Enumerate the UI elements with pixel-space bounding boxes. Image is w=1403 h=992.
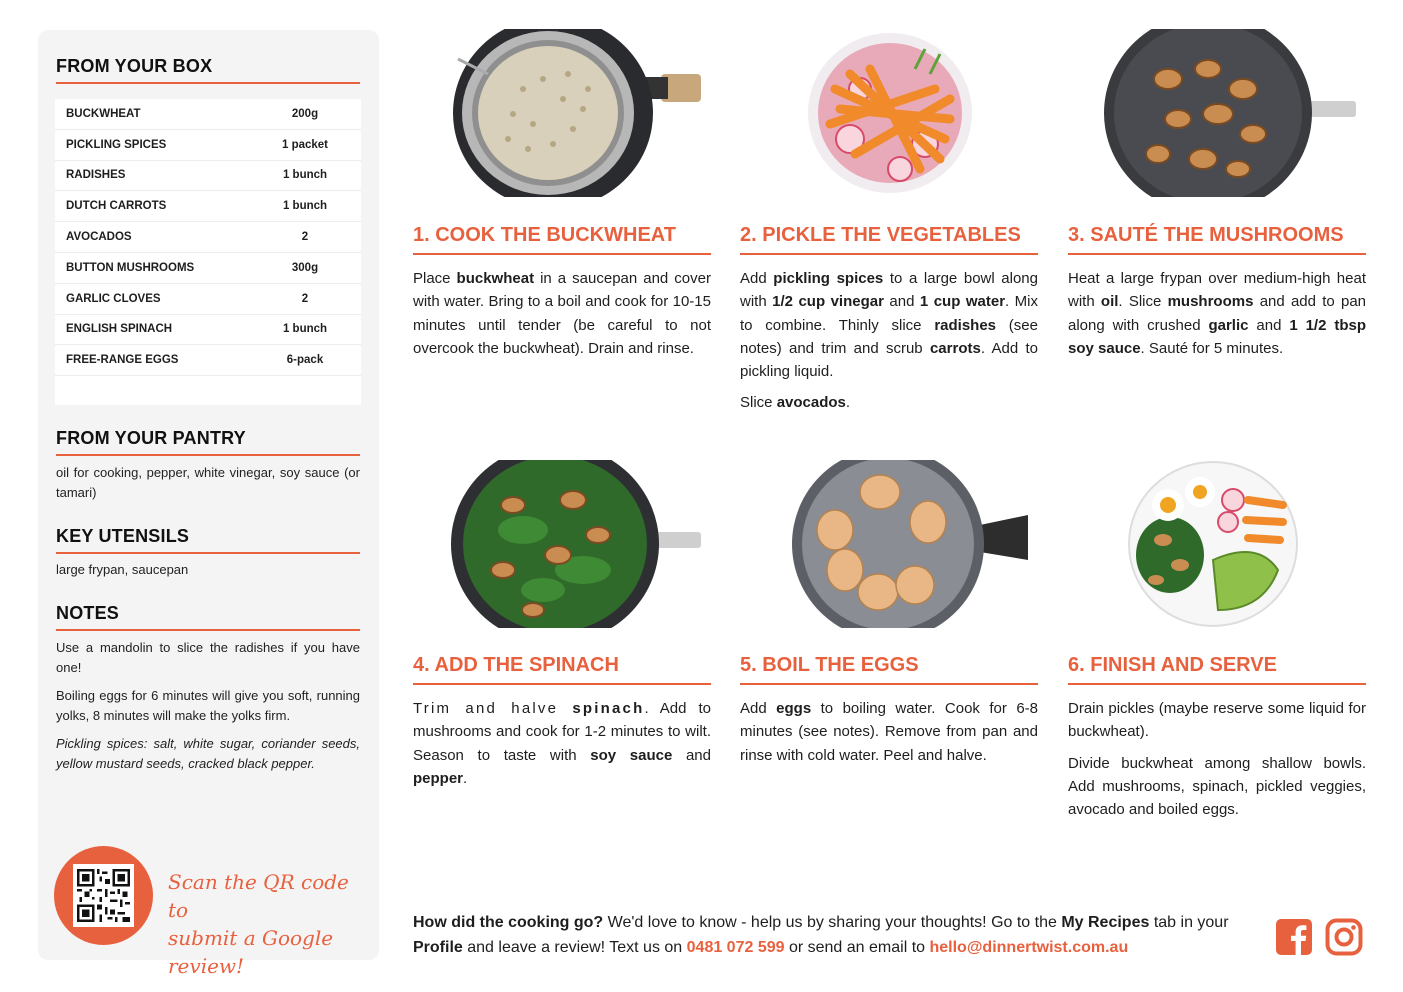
step-6-para-1: Drain pickles (maybe reserve some liquid for buckwheat). [1068, 700, 1366, 741]
step-6-title: 6. FINISH AND SERVE [1068, 654, 1277, 676]
pantry-title: FROM YOUR PANTRY [56, 428, 246, 448]
pantry-title-rule [56, 454, 360, 456]
box-ingredients-table [55, 99, 361, 405]
note-eggs: Boiling eggs for 6 minutes will give you soft, running yolks, 8 minutes will make the yolks firm. [56, 688, 360, 723]
text: and [672, 746, 711, 764]
ingredient-qty: 2 [301, 231, 309, 244]
ingredient-name: BUTTON MUSHROOMS [66, 261, 195, 274]
text: to boiling water. Cook for 6-8 minutes (see notes). Remove from pan and rinse with cold water. Peel and halve. [740, 700, 1039, 764]
ingredient-highlight: spinach [572, 700, 645, 717]
note-pickling-spices: Pickling spices: salt, white sugar, coriander seeds, yellow mustard seeds, cracked black pepper. [56, 736, 360, 771]
utensils-title: KEY UTENSILS [56, 526, 190, 546]
step-1-body [413, 267, 711, 368]
finished-bowl-photo [1068, 460, 1368, 628]
footer-question: How did the cooking go? [413, 914, 604, 931]
table-row [55, 191, 361, 222]
ingredient-name: PICKLING SPICES [66, 138, 167, 151]
step-2-title: 2. PICKLE THE VEGETABLES [740, 224, 1021, 246]
step-5-rule [740, 683, 1038, 685]
ingredient-highlight: garlic [1208, 316, 1249, 334]
email-link[interactable]: hello@dinnertwist.com.au [929, 939, 1129, 956]
table-row [55, 161, 361, 192]
ingredient-qty: 1 packet [281, 138, 329, 151]
text: (see notes) and trim and scrub [740, 316, 1038, 357]
text: and [883, 293, 920, 311]
text: . Add to pickling liquid. [740, 339, 1038, 381]
step-1-rule [413, 253, 711, 255]
ingredient-highlight: 1 1/2 tbsp soy sauce [1068, 316, 1366, 357]
ingredient-qty: 6-pack [286, 354, 324, 367]
ingredient-qty: 2 [301, 292, 309, 305]
ingredient-highlight: mushrooms [1167, 293, 1254, 311]
text: We'd love to know - help us by sharing your thoughts! Go to the [603, 914, 1062, 931]
step-5-body [740, 697, 1038, 775]
ingredient-name: FREE-RANGE EGGS [66, 354, 179, 367]
step-2-rule [740, 253, 1038, 255]
facebook-icon[interactable] [1275, 918, 1313, 956]
text: Heat a large frypan over medium-high heat with [1068, 270, 1366, 311]
step-6-rule [1068, 683, 1366, 685]
step-3-title: 3. SAUTÉ THE MUSHROOMS [1068, 224, 1344, 246]
ingredient-highlight: pepper [413, 769, 464, 787]
text: . Sauté for 5 minutes. [1140, 339, 1284, 357]
ingredient-highlight: avocados [776, 394, 846, 412]
table-row [55, 222, 361, 253]
qr-code-icon[interactable] [73, 864, 134, 927]
ingredient-qty: 300g [291, 261, 319, 274]
ingredient-highlight: pickling spices [773, 270, 884, 287]
spinach-photo [413, 460, 713, 628]
step-4-body [413, 697, 711, 798]
text: and add to pan along with crushed [1068, 293, 1367, 334]
step-5-title: 5. BOIL THE EGGS [740, 654, 919, 676]
text: Add [740, 270, 774, 287]
mushrooms-photo [1068, 29, 1368, 197]
table-row [55, 130, 361, 161]
ingredient-qty: 1 bunch [282, 323, 328, 336]
text: . Add to mushrooms and cook for 1-2 minutes to wilt. Season to taste with [413, 700, 711, 764]
text: Slice [740, 394, 777, 412]
table-row [55, 253, 361, 284]
my-recipes-label: My Recipes [1061, 914, 1150, 931]
notes-title: NOTES [56, 603, 120, 623]
text: and leave a review! Text us on [462, 939, 687, 956]
pantry-text: oil for cooking, pepper, white vinegar, soy sauce (or tamari) [56, 465, 360, 500]
text: Trim and halve [413, 700, 573, 717]
table-row [55, 284, 361, 315]
ingredient-name: BUCKWHEAT [66, 107, 141, 120]
notes-title-rule [56, 629, 360, 631]
profile-label: Profile [413, 939, 463, 956]
step-3-rule [1068, 253, 1366, 255]
eggs-photo [740, 460, 1040, 628]
note-mandolin: Use a mandolin to slice the radishes if you have one! [56, 640, 360, 675]
buckwheat-photo [413, 29, 713, 197]
ingredient-highlight: soy sauce [590, 746, 673, 764]
ingredient-qty: 1 bunch [282, 169, 328, 182]
step-2-body [740, 267, 1038, 423]
ingredient-highlight: oil [1100, 293, 1119, 311]
text: . Slice [1118, 293, 1168, 311]
text: tab in your [1149, 914, 1229, 931]
qr-caption-line1: Scan the QR code to [168, 870, 349, 922]
ingredient-name: ENGLISH SPINACH [66, 323, 173, 336]
ingredient-qty: 200g [291, 107, 319, 120]
ingredient-highlight: eggs [776, 700, 812, 717]
ingredient-highlight: 1/2 cup vinegar [772, 293, 884, 311]
pickled-vegetables-photo [740, 29, 1040, 197]
table-row [55, 345, 361, 376]
text: . [463, 769, 468, 787]
text: Add [740, 700, 777, 717]
qr-caption-line2: submit a Google review! [168, 926, 334, 978]
qr-caption [168, 868, 368, 980]
step-4-rule [413, 683, 711, 685]
ingredient-highlight: radishes [934, 316, 997, 334]
instagram-icon[interactable] [1325, 918, 1363, 956]
step-6-body [1068, 697, 1366, 829]
text: . Mix to combine. Thinly slice [740, 293, 1038, 334]
step-6-para-2: Divide buckwheat among shallow bowls. Add mushrooms, spinach, pickled veggies, avocado and boiled eggs. [1068, 754, 1366, 819]
text: in a saucepan and cover with water. Bring to a boil and cook for 10-15 minutes until tender (be careful to not overcook the buckwheat). Drain and rinse. [413, 270, 711, 357]
utensils-title-rule [56, 552, 360, 554]
text: or send an email to [784, 939, 930, 956]
text: Place [413, 270, 457, 287]
ingredients-sidebar [38, 30, 379, 978]
table-row [55, 315, 361, 346]
text: and [1248, 316, 1290, 334]
step-1-title: 1. COOK THE BUCKWHEAT [413, 224, 676, 246]
utensils-text: large frypan, saucepan [56, 562, 189, 577]
table-row [55, 99, 361, 130]
ingredient-name: AVOCADOS [66, 231, 132, 244]
text: . [845, 394, 851, 412]
step-4-title: 4. ADD THE SPINACH [413, 654, 619, 676]
phone-link[interactable]: 0481 072 599 [686, 939, 785, 956]
ingredient-name: GARLIC CLOVES [66, 292, 161, 305]
box-title: FROM YOUR BOX [56, 56, 213, 76]
ingredient-name: DUTCH CARROTS [66, 200, 167, 213]
box-title-rule [56, 82, 360, 84]
text: to a large bowl along with [740, 270, 1038, 311]
qr-badge[interactable] [54, 846, 153, 945]
ingredient-highlight: carrots [929, 339, 981, 357]
ingredient-name: RADISHES [66, 169, 126, 182]
ingredient-highlight: 1 cup water [919, 293, 1006, 311]
step-3-body [1068, 267, 1366, 368]
ingredient-highlight: buckwheat [456, 270, 535, 287]
feedback-footer [413, 910, 1263, 960]
ingredient-qty: 1 bunch [282, 200, 328, 213]
